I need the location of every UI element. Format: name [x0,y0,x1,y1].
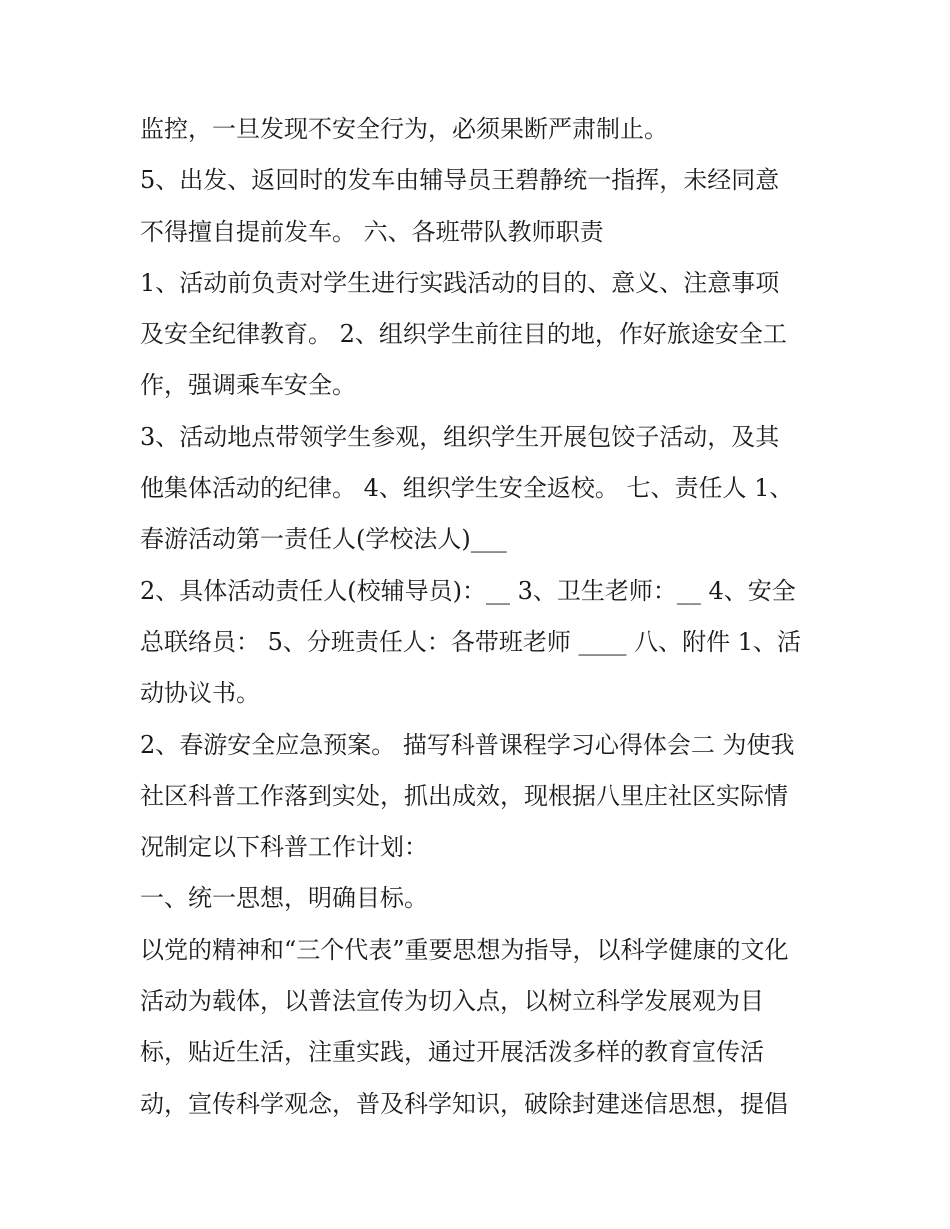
text-line: 不得擅自提前发车。 六、各班带队教师职责 [140,217,604,246]
text-line: 他集体活动的纪律。 4、组织学生安全返校。 七、责任人 1、 [140,474,794,503]
text-line: 总联络员： 5、分班责任人：各带班老师 ____ 八、附件 1、活 [140,627,802,656]
text-line: 作，强调乘车安全。 [140,371,356,400]
text-line: 2、春游安全应急预案。 描写科普课程学习心得体会二 为使我 [140,730,795,759]
document-body [140,104,810,1130]
text-line: 1、活动前负责对学生进行实践活动的目的、意义、注意事项 [140,268,780,297]
text-line: 春游活动第一责任人(学校法人)___ [140,525,507,554]
text-line: 监控，一旦发现不安全行为，必须果断严肃制止。 [140,115,668,143]
text-line: 动，宣传科学观念，普及科学知识，破除封建迷信思想，提倡 [140,1089,788,1118]
text-line: 活动为载体，以普法宣传为切入点，以树立科学发展观为目 [140,987,764,1016]
text-line: 2、具体活动责任人(校辅导员)：__ 3、卫生老师：__ 4、安全 [140,576,796,605]
section-heading: 一、统一思想，明确目标。 [140,884,428,913]
text-line: 5、出发、返回时的发车由辅导员王碧静统一指挥，未经同意 [140,166,780,195]
text-line: 以党的精神和“三个代表”重要思想为指导，以科学健康的文化 [140,935,789,964]
text-line: 3、活动地点带领学生参观，组织学生开展包饺子活动，及其 [140,422,780,451]
text-line: 况制定以下科普工作计划： [140,833,428,862]
text-line: 及安全纪律教育。 2、组织学生前往目的地，作好旅途安全工 [140,320,787,349]
text-line: 标，贴近生活，注重实践，通过开展活泼多样的教育宣传活 [140,1038,764,1067]
text-line: 社区科普工作落到实处，抓出成效，现根据八里庄社区实际情 [140,781,788,810]
text-line: 动协议书。 [140,679,260,708]
